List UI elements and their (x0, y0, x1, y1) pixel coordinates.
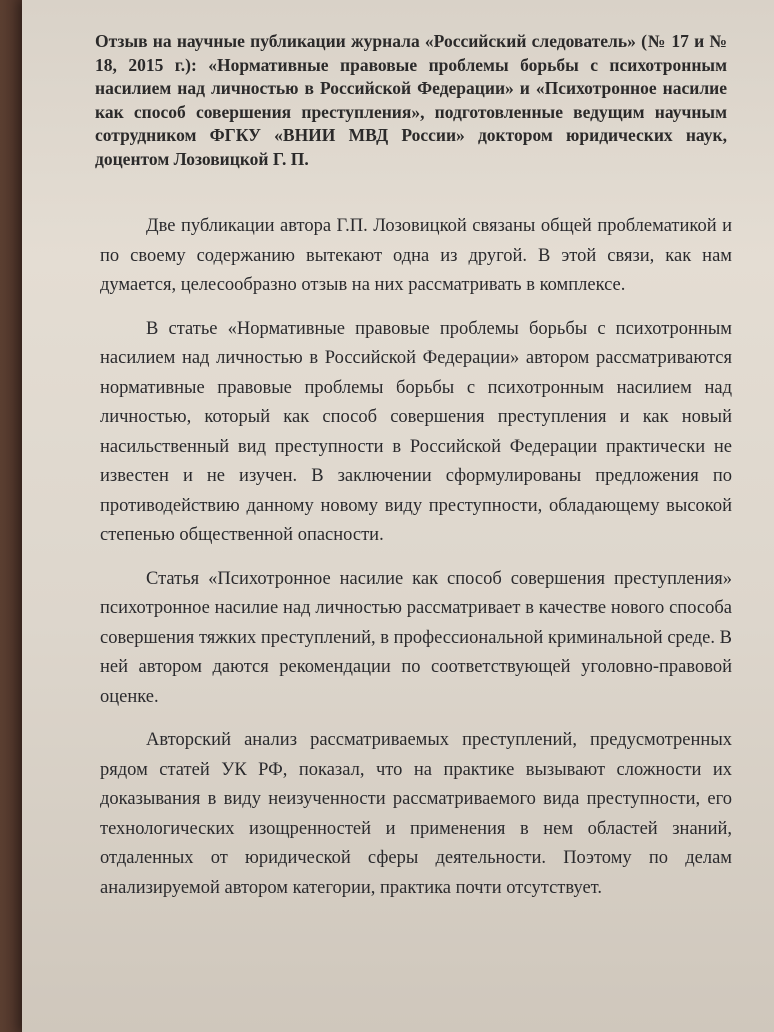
document-header: Отзыв на научные публикации журнала «Российский следователь» (№ 17 и № 18, 2015 г.): «Нормативные правовые проблемы борьбы с психотронным насилием над личностью в Российской Федерации» и «Психотронное насилие как способ совершения преступления», подготовленные ведущим научным сотрудником ФГКУ «ВНИИ МВД России» доктором юридических наук, доцентом Лозовицкой Г. П. (95, 31, 727, 169)
paragraph-1: Две публикации автора Г.П. Лозовицкой связаны общей проблематикой и по своему содержанию вытекают одна из другой. В этой связи, как нам думается, целесообразно отзыв на них рассматривать в комплексе. (100, 216, 732, 295)
paragraph-3: Статья «Психотронное насилие как способ совершения преступления» психотронное насилие над личностью рассматривает в качестве нового способа совершения тяжких преступлений, в профессиональной криминальной среде. В ней автором даются рекомендации по соответствующей уголовно-правовой оценке. (100, 568, 732, 707)
paragraph-4: Авторский анализ рассматриваемых преступлений, предусмотренных рядом статей УК РФ, показал, что на практике вызывают сложности их доказывания в виду неизученности рассматриваемого вида преступности, его технологических изощренностей и применения в нем областей знаний, отдаленных от юридической сферы деятельности. Поэтому по делам анализируемой автором категории, практика почти отсутствует. (100, 730, 732, 898)
paragraph-2: В статье «Нормативные правовые проблемы борьбы с психотронным насилием над личностью в Российской Федерации» автором рассматриваются нормативные правовые проблемы борьбы с психотронным насилием над личностью, который как способ совершения преступления и как новый насильственный вид преступности в Российской Федерации практически не известен и не изучен. В заключении сформулированы предложения по противодействию данному новому виду преступности, обладающему высокой степенью общественной опасности. (100, 318, 732, 545)
table-edge (0, 0, 22, 1032)
document-body (100, 212, 732, 917)
